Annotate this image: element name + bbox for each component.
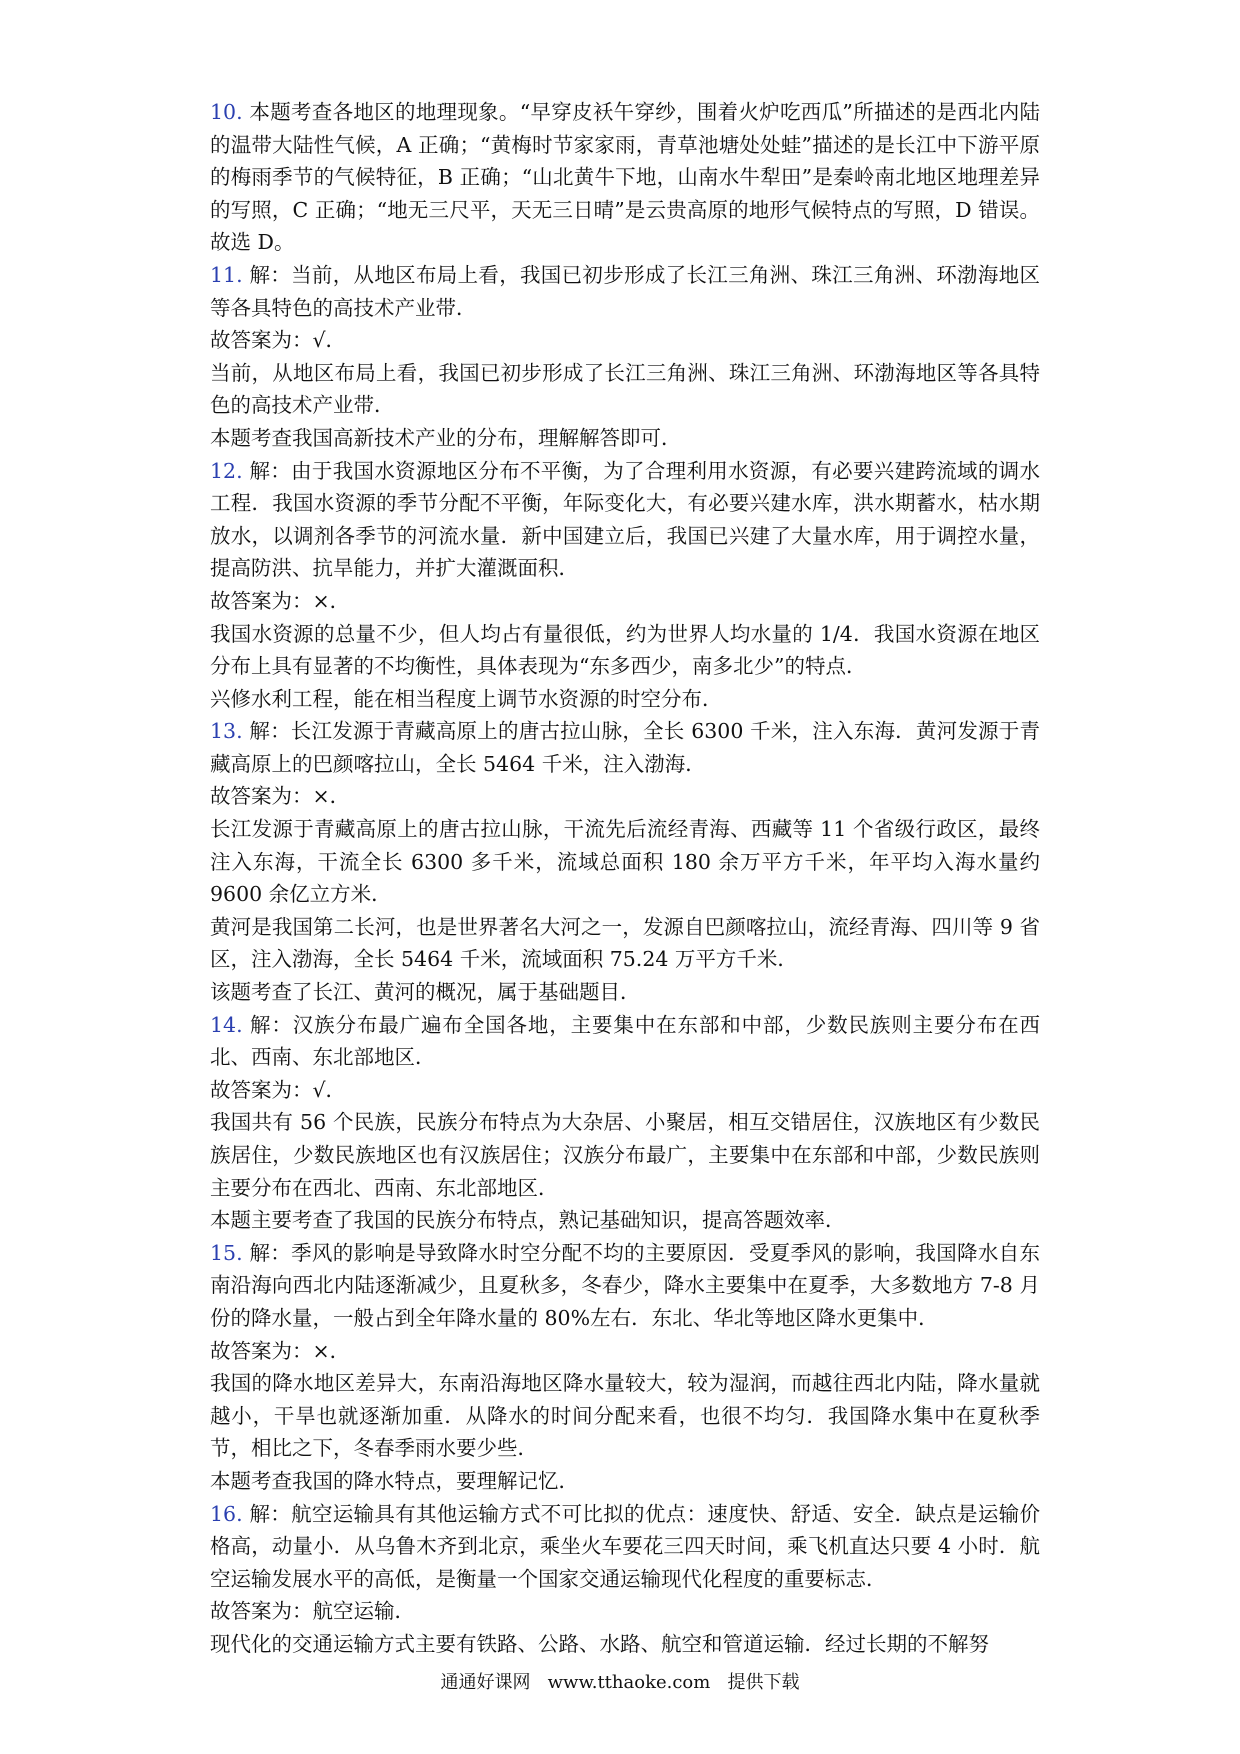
paragraph-11: [210, 813, 1040, 911]
paragraph-text: 解：长江发源于青藏高原上的唐古拉山脉，全长 6300 千米，注入东海．黄河发源于青藏高原上的巴颜喀拉山，全长 5464 千米，注入渤海．: [210, 719, 1040, 776]
answer-line: 故答案为：×．: [210, 588, 351, 613]
paragraph-22: [210, 1498, 1040, 1596]
paragraph-19: [210, 1335, 1040, 1368]
paragraph-text: 黄河是我国第二长河，也是世界著名大河之一，发源自巴颜喀拉山，流经青海、四川等 9 省区，注入渤海，全长 5464 千米，流域面积 75.24 万平方千米．: [210, 914, 1040, 972]
paragraph-text: 现代化的交通运输方式主要有铁路、公路、水路、航空和管道运输．经过长期的不解努: [210, 1631, 989, 1656]
paragraph-10: [210, 780, 1040, 813]
paragraph-18: [210, 1237, 1040, 1335]
answer-line: 故答案为：×．: [210, 1338, 351, 1363]
paragraph-text: 我国水资源的总量不少，但人均占有量很低，约为世界人均水量的 1/4．我国水资源在地区分布上具有显著的不均衡性，具体表现为“东多西少，南多北少”的特点．: [210, 621, 1040, 679]
paragraph-8: [210, 683, 1040, 716]
paragraph-9: [210, 715, 1040, 780]
paragraph-21: [210, 1465, 1040, 1498]
document-body: [210, 96, 1040, 1661]
paragraph-12: [210, 911, 1040, 976]
paragraph-16: [210, 1106, 1040, 1204]
paragraph-text: 长江发源于青藏高原上的唐古拉山脉，干流先后流经青海、西藏等 11 个省级行政区，最终注入东海，干流全长 6300 多千米，流域总面积 180 余万平方千米，年平均入海水量约 9600 余亿立方米．: [210, 817, 1040, 907]
paragraph-text: 该题考查了长江、黄河的概况，属于基础题目．: [210, 980, 641, 1005]
answer-line: 故答案为：√．: [210, 328, 347, 353]
paragraph-text: 本题考查我国高新技术产业的分布，理解解答即可．: [210, 425, 682, 450]
question-number: 13.: [210, 719, 243, 744]
paragraph-text: 解：汉族分布最广遍布全国各地，主要集中在东部和中部，少数民族则主要分布在西北、西南、东北部地区．: [210, 1012, 1040, 1070]
paragraph-6: [210, 585, 1040, 618]
paragraph-20: [210, 1367, 1040, 1465]
paragraph-4: [210, 422, 1040, 455]
paragraph-text: 解：季风的影响是导致降水时空分配不均的主要原因．受夏季风的影响，我国降水自东南沿海向西北内陆逐渐减少，且夏秋多，冬春少，降水主要集中在夏季，大多数地方 7-8 月份的降水量，一般占到全年降水量的 80%左右．东北、华北等地区降水更集中．: [210, 1240, 1040, 1330]
question-number: 14.: [210, 1012, 243, 1037]
paragraph-0: [210, 96, 1040, 259]
paragraph-text: 本题考查我国的降水特点，要理解记忆．: [210, 1468, 579, 1493]
paragraph-text: 我国共有 56 个民族，民族分布特点为大杂居、小聚居，相互交错居住，汉族地区有少数民族居住，少数民族地区也有汉族居住；汉族分布最广，主要集中在东部和中部，少数民族则主要分布在西北、西南、东北部地区．: [210, 1110, 1040, 1200]
question-number: 15.: [210, 1240, 243, 1265]
page-footer: 通通好课网 www.tthaoke.com 提供下载: [440, 1672, 800, 1693]
paragraph-text: 解：由于我国水资源地区分布不平衡，为了合理利用水资源，有必要兴建跨流域的调水工程．我国水资源的季节分配不平衡，年际变化大，有必要兴建水库，洪水期蓄水，枯水期放水，以调剂各季节的河流水量．新中国建立后，我国已兴建了大量水库，用于调控水量，提高防洪、抗旱能力，并扩大灌溉面积．: [210, 458, 1040, 581]
paragraph-17: [210, 1204, 1040, 1237]
paragraph-text: 兴修水利工程，能在相当程度上调节水资源的时空分布．: [210, 686, 723, 711]
answer-line: 故答案为：航空运输．: [210, 1599, 415, 1624]
paragraph-1: [210, 259, 1040, 324]
paragraph-7: [210, 618, 1040, 683]
paragraph-14: [210, 1009, 1040, 1074]
paragraph-text: 本题主要考查了我国的民族分布特点，熟记基础知识，提高答题效率．: [210, 1208, 846, 1233]
paragraph-text: 本题考查各地区的地理现象。“早穿皮袄午穿纱，围着火炉吃西瓜”所描述的是西北内陆的温带大陆性气候，A 正确；“黄梅时节家家雨，青草池塘处处蛙”描述的是长江中下游平原的梅雨季节的气候特征，B 正确；“山北黄牛下地，山南水牛犁田”是秦岭南北地区地理差异的写照，C 正确；“地无三尺平，天无三日晴”是云贵高原的地形气候特点的写照，D 错误。故选 D。: [210, 100, 1040, 255]
question-number: 10.: [210, 100, 243, 124]
paragraph-15: [210, 1074, 1040, 1107]
paragraph-3: [210, 357, 1040, 422]
paragraph-5: [210, 455, 1040, 585]
paragraph-2: [210, 324, 1040, 357]
question-number: 12.: [210, 458, 243, 483]
question-number: 11.: [210, 262, 243, 287]
question-number: 16.: [210, 1501, 243, 1526]
paragraph-24: [210, 1628, 1040, 1661]
paragraph-23: [210, 1595, 1040, 1628]
answer-line: 故答案为：×．: [210, 784, 351, 809]
paragraph-text: 当前，从地区布局上看，我国已初步形成了长江三角洲、珠江三角洲、环渤海地区等各具特色的高技术产业带．: [210, 360, 1040, 418]
paragraph-13: [210, 976, 1040, 1009]
paragraph-text: 解：航空运输具有其他运输方式不可比拟的优点：速度快、舒适、安全．缺点是运输价格高，动量小．从乌鲁木齐到北京，乘坐火车要花三四天时间，乘飞机直达只要 4 小时．航空运输发展水平的高低，是衡量一个国家交通运输现代化程度的重要标志．: [210, 1501, 1040, 1591]
paragraph-text: 解：当前，从地区布局上看，我国已初步形成了长江三角洲、珠江三角洲、环渤海地区等各具特色的高技术产业带．: [210, 262, 1040, 320]
paragraph-text: 我国的降水地区差异大，东南沿海地区降水量较大，较为湿润，而越往西北内陆，降水量就越小，干旱也就逐渐加重．从降水的时间分配来看，也很不均匀．我国降水集中在夏秋季节，相比之下，冬春季雨水要少些．: [210, 1371, 1040, 1461]
answer-line: 故答案为：√．: [210, 1077, 347, 1102]
